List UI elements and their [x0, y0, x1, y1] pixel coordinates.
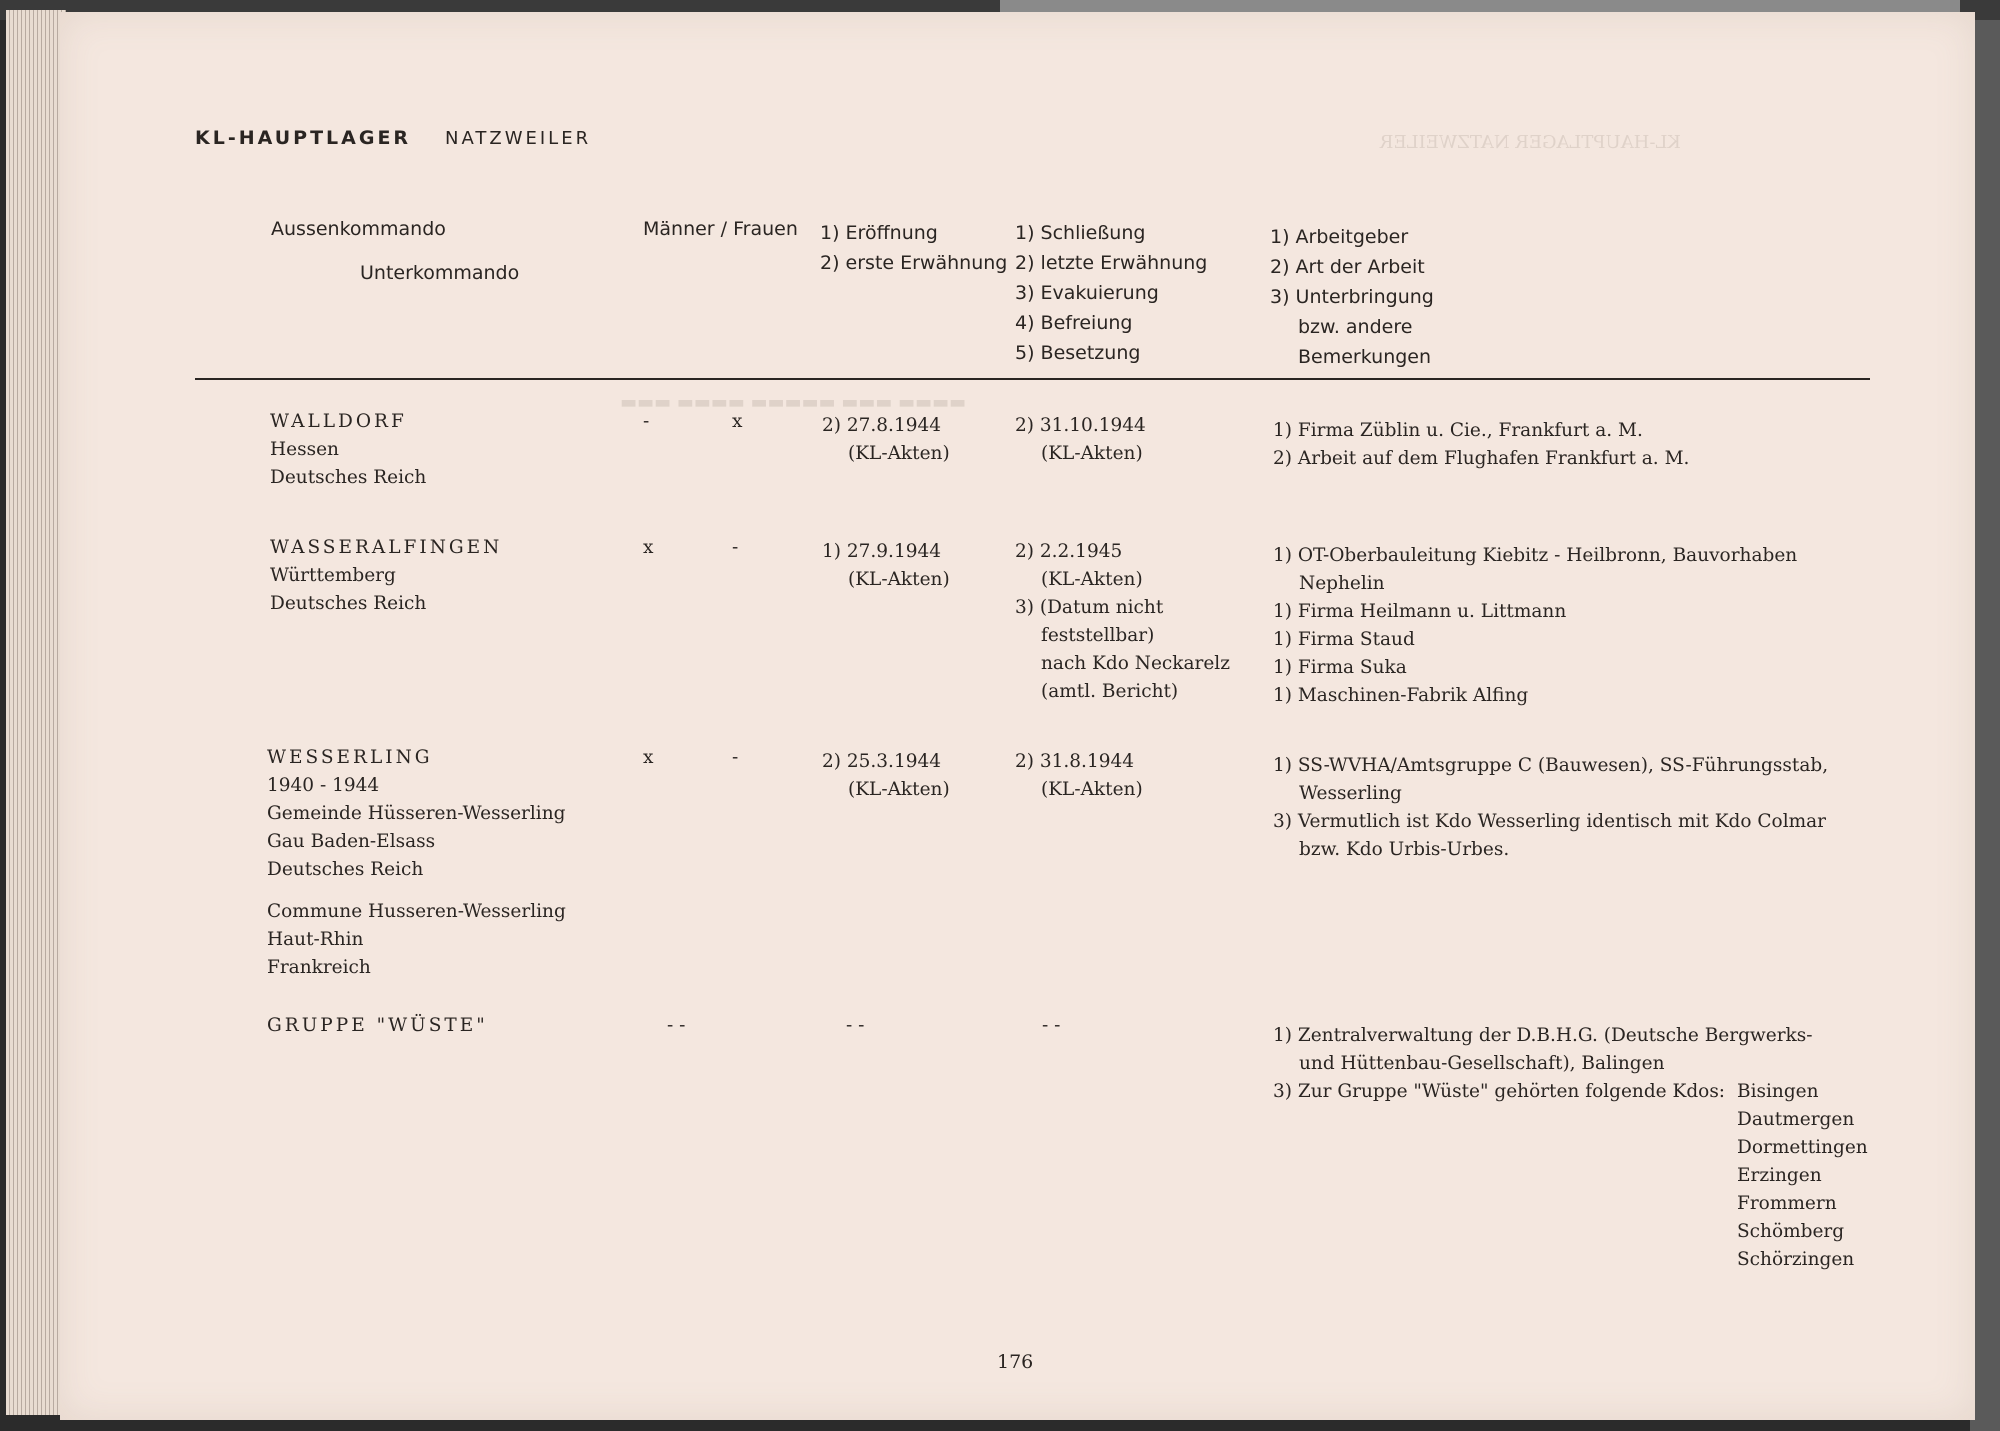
entry-location-line: Gemeinde Hüsseren-Wesserling	[267, 803, 566, 824]
show-through-text: ▬▬▬ ▬▬▬▬ ▬▬▬▬▬ ▬▬▬ ▬▬▬▬	[620, 392, 967, 413]
entry-wesserling-location	[267, 744, 566, 982]
entry-closed-line: nach Kdo Neckarelz	[1041, 653, 1230, 674]
kdo-item: Schörzingen	[1737, 1249, 1855, 1270]
header-remarks-line: 3) Unterbringung	[1270, 286, 1434, 308]
entry-wasseralfingen-opened	[822, 538, 950, 594]
entry-closed-line: 3) (Datum nicht	[1015, 597, 1164, 618]
header-opening-column	[820, 218, 1007, 278]
entry-remark-line: 3) Zur Gruppe "Wüste" gehörten folgende Kdos:	[1273, 1081, 1726, 1102]
entry-location-line: Deutsches Reich	[270, 467, 427, 488]
entry-wesserling-closed	[1015, 748, 1143, 804]
entry-remark-line: 1) Firma Heilmann u. Littmann	[1273, 601, 1567, 622]
entry-closed-line: (KL-Akten)	[1041, 443, 1143, 464]
entry-remark-line: 1) OT-Oberbauleitung Kiebitz - Heilbronn, Bauvorhaben	[1273, 545, 1798, 566]
entry-location-line: Württemberg	[270, 565, 396, 586]
entry-location-line: 1940 - 1944	[267, 775, 380, 796]
entry-men-dash: - -	[667, 1015, 686, 1036]
entry-opened-line: (KL-Akten)	[848, 779, 950, 800]
entry-wueste-kdos-list	[1737, 1078, 1868, 1274]
entry-remark-line: 1) Maschinen-Fabrik Alfing	[1273, 685, 1529, 706]
entry-opened-line: 1) 27.9.1944	[822, 541, 942, 562]
entry-walldorf-remarks	[1273, 417, 1689, 473]
kdo-item: Dormettingen	[1737, 1137, 1868, 1158]
page-stack-edges	[6, 10, 66, 1415]
header-unterkommando: Unterkommando	[360, 262, 520, 284]
entry-location-line: Frankreich	[267, 957, 371, 978]
header-aussenkommando: Aussenkommando	[271, 218, 446, 240]
kdo-item: Bisingen	[1737, 1081, 1819, 1102]
running-head-subtitle: NATZWEILER	[445, 128, 592, 149]
entry-closed-dash: - -	[1042, 1015, 1061, 1036]
header-remarks-line: bzw. andere	[1298, 316, 1413, 338]
entry-women-mark: -	[732, 537, 739, 558]
entry-remark-line: 1) Firma Staud	[1273, 629, 1415, 650]
entry-walldorf-opened	[822, 412, 950, 468]
entry-remark-line: bzw. Kdo Urbis-Urbes.	[1299, 839, 1510, 860]
entry-walldorf-closed	[1015, 412, 1146, 468]
book-page	[60, 12, 1975, 1420]
entry-name: GRUPPE "WÜSTE"	[267, 1015, 488, 1036]
entry-closed-line: 2) 31.10.1944	[1015, 415, 1146, 436]
entry-opened-dash: - -	[846, 1015, 865, 1036]
header-opening-line: 2) erste Erwähnung	[820, 252, 1008, 274]
entry-location-line: Haut-Rhin	[267, 929, 364, 950]
entry-men-mark: x	[643, 747, 654, 768]
entry-location-line: Hessen	[270, 439, 339, 460]
entry-name: WASSERALFINGEN	[270, 537, 503, 558]
kdo-item: Erzingen	[1737, 1165, 1822, 1186]
entry-men-mark: x	[643, 537, 654, 558]
entry-name: WESSERLING	[267, 747, 433, 768]
entry-closed-line: 2) 31.8.1944	[1015, 751, 1135, 772]
entry-remark-line: 1) Firma Suka	[1273, 657, 1407, 678]
entry-opened-line: 2) 25.3.1944	[822, 751, 942, 772]
entry-remark-line: 1) Firma Züblin u. Cie., Frankfurt a. M.	[1273, 420, 1643, 441]
kdo-item: Frommern	[1737, 1193, 1837, 1214]
entry-wasseralfingen-closed	[1015, 538, 1230, 706]
header-remarks-column	[1270, 222, 1434, 372]
kdo-item: Schömberg	[1737, 1221, 1845, 1242]
entry-remark-line: Wesserling	[1299, 783, 1402, 804]
entry-location-line: Deutsches Reich	[267, 859, 424, 880]
header-opening-line: 1) Eröffnung	[820, 222, 938, 244]
entry-wueste-remarks	[1273, 1022, 1813, 1106]
entry-remark-line: 1) SS-WVHA/Amtsgruppe C (Bauwesen), SS-Führungsstab,	[1273, 755, 1829, 776]
header-closing-line: 2) letzte Erwähnung	[1015, 252, 1208, 274]
entry-closed-line: (KL-Akten)	[1041, 779, 1143, 800]
entry-women-mark: -	[732, 747, 739, 768]
header-maenner-frauen: Männer / Frauen	[643, 218, 798, 240]
entry-name: WALLDORF	[270, 411, 407, 432]
entry-opened-line: (KL-Akten)	[848, 569, 950, 590]
entry-location-line: Gau Baden-Elsass	[267, 831, 436, 852]
entry-opened-line: 2) 27.8.1944	[822, 415, 942, 436]
entry-location-line: Commune Husseren-Wesserling	[267, 901, 566, 922]
entry-wasseralfingen-location	[270, 534, 502, 618]
entry-wasseralfingen-remarks	[1273, 542, 1797, 710]
entry-remark-line: 2) Arbeit auf dem Flughafen Frankfurt a. M.	[1273, 448, 1690, 469]
header-divider	[195, 378, 1870, 380]
entry-men-mark: -	[643, 411, 650, 432]
entry-remark-line: 3) Vermutlich ist Kdo Wesserling identisch mit Kdo Colmar	[1273, 811, 1827, 832]
entry-closed-line: feststellbar)	[1041, 625, 1155, 646]
header-remarks-line: 1) Arbeitgeber	[1270, 226, 1409, 248]
running-head-title: KL-HAUPTLAGER	[195, 127, 412, 149]
header-remarks-line: 2) Art der Arbeit	[1270, 256, 1425, 278]
entry-location-line: Deutsches Reich	[270, 593, 427, 614]
entry-remark-line: 1) Zentralverwaltung der D.B.H.G. (Deutsche Bergwerks-	[1273, 1025, 1813, 1046]
entry-remark-line: Nephelin	[1299, 573, 1385, 594]
header-closing-line: 4) Befreiung	[1015, 312, 1133, 334]
page-number: 176	[997, 1351, 1034, 1373]
entry-closed-line: 2) 2.2.1945	[1015, 541, 1123, 562]
header-closing-line: 1) Schließung	[1015, 222, 1146, 244]
entry-closed-line: (amtl. Bericht)	[1041, 681, 1179, 702]
header-remarks-line: Bemerkungen	[1298, 346, 1432, 368]
entry-women-mark: x	[732, 411, 743, 432]
kdo-item: Dautmergen	[1737, 1109, 1855, 1130]
header-closing-line: 5) Besetzung	[1015, 342, 1141, 364]
entry-opened-line: (KL-Akten)	[848, 443, 950, 464]
entry-remark-line: und Hüttenbau-Gesellschaft), Balingen	[1299, 1053, 1665, 1074]
entry-walldorf-location	[270, 408, 426, 492]
entry-wesserling-remarks	[1273, 752, 1828, 864]
entry-closed-line: (KL-Akten)	[1041, 569, 1143, 590]
header-closing-column	[1015, 218, 1207, 368]
show-through-heading: KL-HAUPTLAGER NATZWEILER	[1380, 132, 1681, 153]
header-closing-line: 3) Evakuierung	[1015, 282, 1159, 304]
entry-wesserling-opened	[822, 748, 950, 804]
